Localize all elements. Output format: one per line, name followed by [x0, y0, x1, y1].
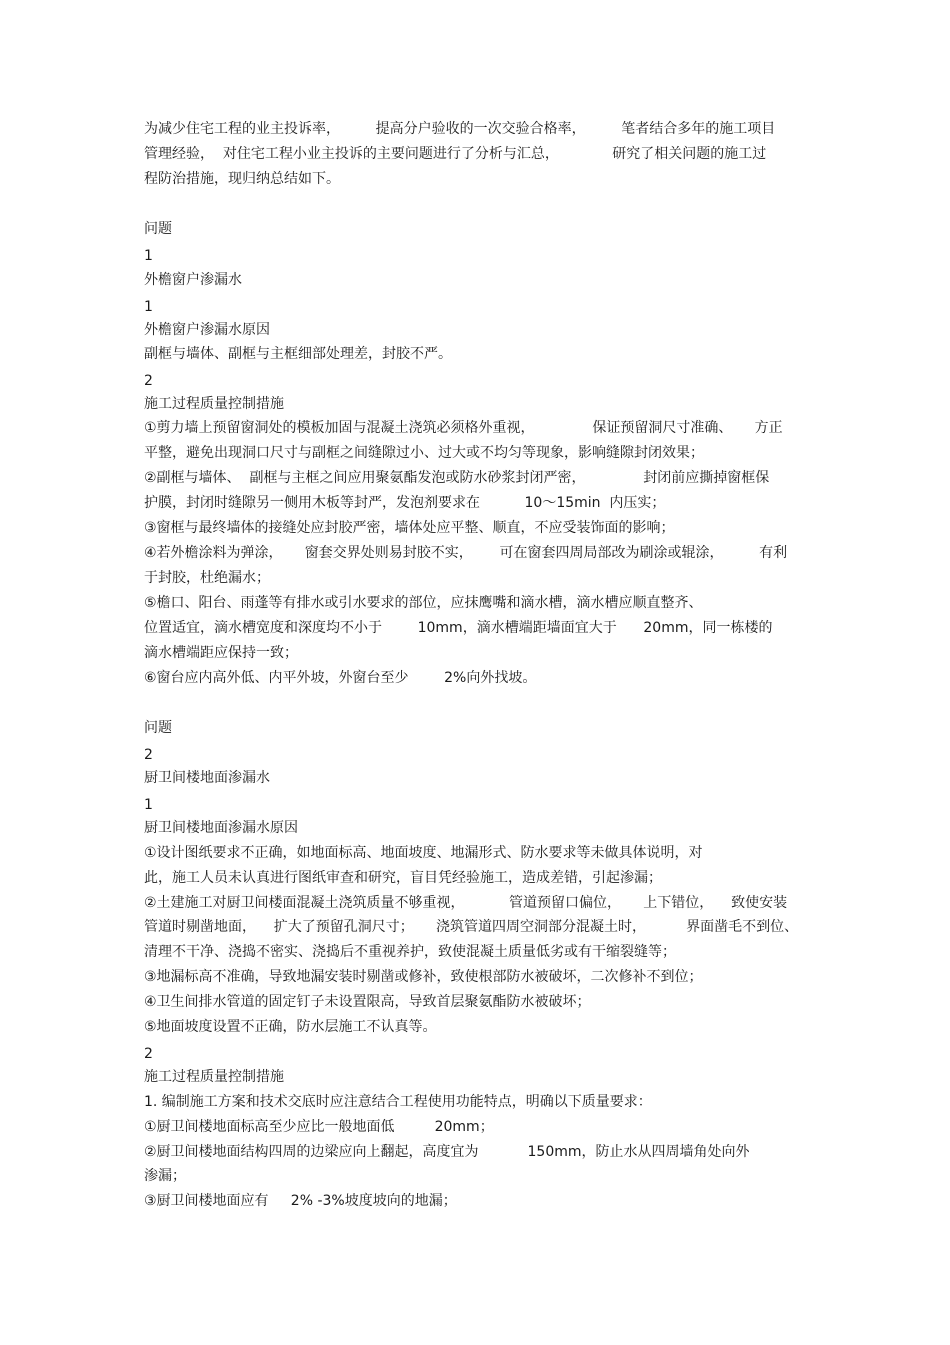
paragraph-line: 副框与墙体、副框与主框细部处理差，封胶不严。 [144, 346, 452, 362]
subsection-number: 2 [144, 373, 153, 389]
section-heading: 问题 [144, 221, 172, 237]
paragraph-line: ⑤檐口、阳台、雨蓬等有排水或引水要求的部位，应抹鹰嘴和滴水槽，滴水槽应顺直整齐、 [144, 595, 703, 611]
paragraph-line: 位置适宜，滴水槽宽度和深度均不小于 10mm，滴水槽端距墙面宜大于 20mm，同一栋楼的 [144, 620, 773, 636]
section-number: 1 [144, 248, 153, 264]
subsection-number: 1 [144, 797, 153, 813]
section-heading: 问题 [144, 720, 172, 736]
paragraph-line: ③地漏标高不准确，导致地漏安装时剔凿或修补，致使根部防水被破坏，二次修补不到位； [144, 969, 703, 985]
section-title: 外檐窗户渗漏水 [144, 272, 242, 288]
paragraph-line: ①剪力墙上预留窗洞处的模板加固与混凝土浇筑必须格外重视， 保证预留洞尺寸准确、 方正 [144, 420, 783, 436]
paragraph-line: ③窗框与最终墙体的接缝处应封胶严密，墙体处应平整、顺直，不应受装饰面的影响； [144, 520, 675, 536]
paragraph-line: 平整，避免出现洞口尺寸与副框之间缝隙过小、过大或不均匀等现象，影响缝隙封闭效果； [144, 445, 704, 461]
paragraph-line: 护膜，封闭时缝隙另一侧用木板等封严，发泡剂要求在 10～15min 内压实； [144, 495, 666, 511]
intro-line-2: 管理经验， 对住宅工程小业主投诉的主要问题进行了分析与汇总， 研究了相关问题的施工过 [144, 146, 767, 162]
subsection-number: 1 [144, 299, 153, 315]
paragraph-line: ⑤地面坡度设置不正确，防水层施工不认真等。 [144, 1019, 437, 1035]
section-title: 厨卫间楼地面渗漏水 [144, 770, 270, 786]
paragraph-line: 管道时剔凿地面， 扩大了预留孔洞尺寸； 浇筑管道四周空洞部分混凝土时， 界面凿毛不到位、 [144, 919, 799, 935]
paragraph-line: 1. 编制施工方案和技术交底时应注意结合工程使用功能特点，明确以下质量要求： [144, 1094, 652, 1110]
paragraph-line: ⑥窗台应内高外低、内平外坡，外窗台至少 2%向外找坡。 [144, 670, 537, 686]
intro-line-3: 程防治措施，现归纳总结如下。 [144, 171, 340, 187]
paragraph-line: ①厨卫间楼地面标高至少应比一般地面低 20mm； [144, 1119, 494, 1135]
subsection-title: 施工过程质量控制措施 [144, 396, 284, 412]
section-number: 2 [144, 747, 153, 763]
paragraph-line: ①设计图纸要求不正确，如地面标高、地面坡度、地漏形式、防水要求等未做具体说明，对 [144, 845, 703, 861]
paragraph-line: 清理不干净、浇捣不密实、浇捣后不重视养护，致使混凝土质量低劣或有干缩裂缝等； [144, 944, 676, 960]
paragraph-line: 此，施工人员未认真进行图纸审查和研究，盲目凭经验施工，造成差错，引起渗漏； [144, 870, 662, 886]
paragraph-line: 渗漏； [144, 1168, 186, 1184]
paragraph-line: 于封胶，杜绝漏水； [144, 570, 270, 586]
subsection-title: 施工过程质量控制措施 [144, 1069, 284, 1085]
subsection-number: 2 [144, 1046, 153, 1062]
subsection-title: 外檐窗户渗漏水原因 [144, 322, 270, 338]
paragraph-line: ②土建施工对厨卫间楼面混凝土浇筑质量不够重视， 管道预留口偏位， 上下错位， 致使安装 [144, 895, 788, 911]
paragraph-line: ④卫生间排水管道的固定钉子未设置限高，导致首层聚氨酯防水被破坏； [144, 994, 591, 1010]
paragraph-line: ②副框与墙体、 副框与主框之间应用聚氨酯发泡或防水砂浆封闭严密， 封闭前应撕掉窗框保 [144, 470, 770, 486]
paragraph-line: 滴水槽端距应保持一致； [144, 645, 298, 661]
paragraph-line: ④若外檐涂料为弹涂， 窗套交界处则易封胶不实， 可在窗套四周局部改为刷涂或辊涂， 有利 [144, 545, 788, 561]
intro-line-1: 为减少住宅工程的业主投诉率， 提高分户验收的一次交验合格率， 笔者结合多年的施工项目 [144, 121, 776, 137]
subsection-title: 厨卫间楼地面渗漏水原因 [144, 820, 298, 836]
paragraph-line: ②厨卫间楼地面结构四周的边梁应向上翻起，高度宜为 150mm，防止水从四周墙角处向外 [144, 1144, 750, 1160]
paragraph-line: ③厨卫间楼地面应有 2% -3%坡度坡向的地漏； [144, 1193, 457, 1209]
